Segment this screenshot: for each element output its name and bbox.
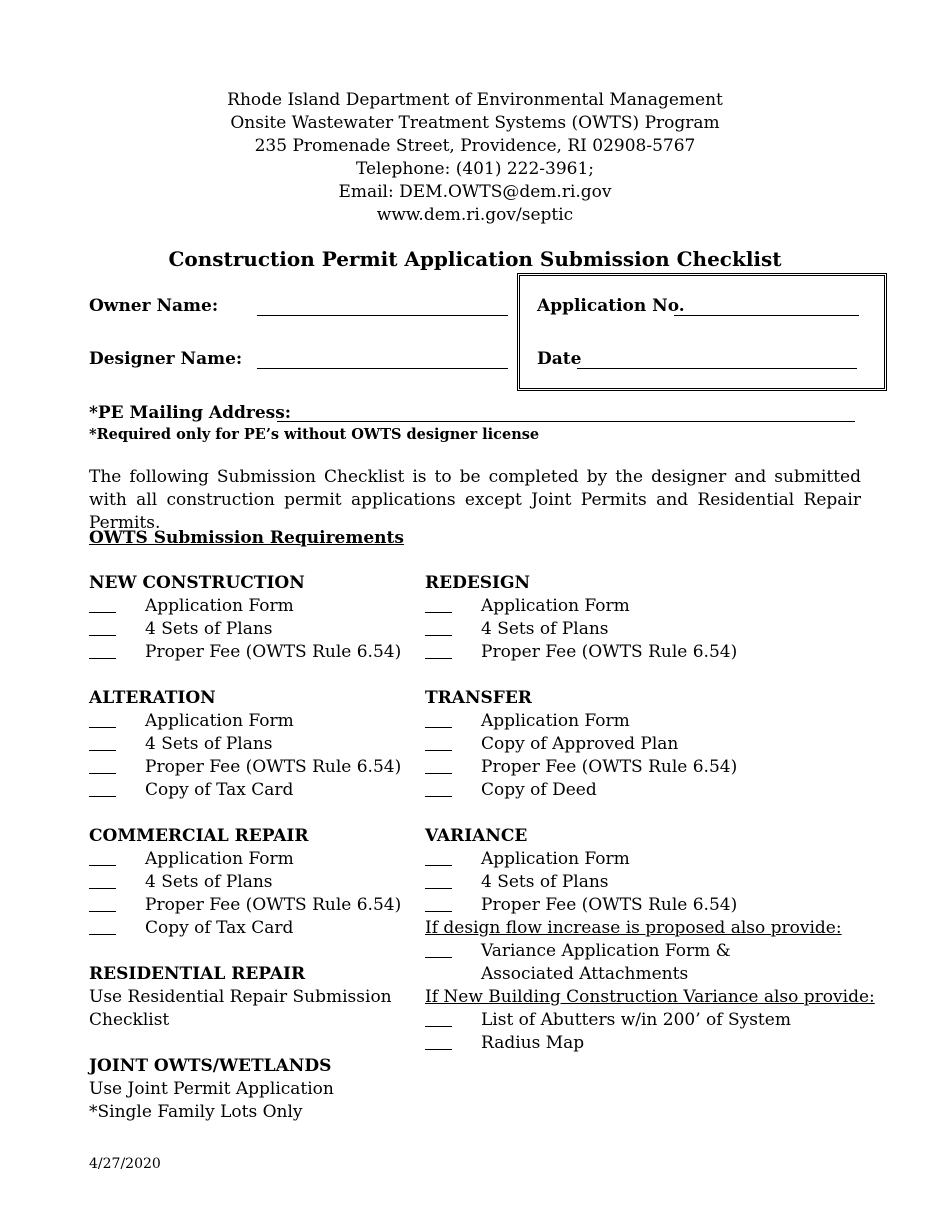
designer-name-label: Designer Name:: [89, 349, 243, 369]
joint-note: *Single Family Lots Only: [89, 1102, 303, 1122]
checkbox-blank[interactable]: [425, 848, 481, 871]
checkbox-blank[interactable]: [89, 618, 145, 641]
checkbox-blank[interactable]: [89, 733, 145, 756]
checkbox-blank[interactable]: [425, 871, 481, 894]
list-item[interactable]: Radius Map: [425, 1032, 885, 1055]
list-item[interactable]: Variance Application Form &: [425, 940, 885, 963]
checkbox-blank[interactable]: [425, 1009, 481, 1032]
new-construction-heading: NEW CONSTRUCTION: [89, 573, 305, 593]
list-item[interactable]: Proper Fee (OWTS Rule 6.54): [89, 641, 409, 664]
agency-name: Rhode Island Department of Environmental Management: [227, 90, 723, 110]
list-item[interactable]: Application Form: [425, 595, 885, 618]
checkbox-blank[interactable]: [425, 894, 481, 917]
list-item[interactable]: Copy of Tax Card: [89, 917, 409, 940]
list-item[interactable]: Application Form: [425, 848, 885, 871]
list-item[interactable]: Application Form: [89, 595, 409, 618]
list-item[interactable]: 4 Sets of Plans: [89, 871, 409, 894]
list-item[interactable]: Copy of Tax Card: [89, 779, 409, 802]
list-item[interactable]: 4 Sets of Plans: [89, 618, 409, 641]
checkbox-blank[interactable]: [425, 641, 481, 664]
checkbox-blank[interactable]: [89, 779, 145, 802]
checkbox-blank[interactable]: [89, 894, 145, 917]
section-title: OWTS Submission Requirements: [89, 528, 404, 548]
checkbox-blank[interactable]: [425, 1032, 481, 1055]
list-item-continued: Associated Attachments: [481, 964, 689, 984]
checkbox-blank[interactable]: [89, 917, 145, 940]
list-item[interactable]: Proper Fee (OWTS Rule 6.54): [425, 641, 885, 664]
checkbox-blank[interactable]: [89, 848, 145, 871]
agency-email: Email: DEM.OWTS@dem.ri.gov: [338, 182, 612, 202]
agency-website: www.dem.ri.gov/septic: [376, 205, 574, 225]
right-column: [425, 572, 885, 1055]
alteration-heading: ALTERATION: [89, 688, 216, 708]
list-item[interactable]: Proper Fee (OWTS Rule 6.54): [89, 894, 409, 917]
checkbox-blank[interactable]: [425, 710, 481, 733]
checkbox-blank[interactable]: [425, 618, 481, 641]
pe-note: *Required only for PE’s without OWTS designer license: [89, 426, 540, 443]
checkbox-blank[interactable]: [425, 595, 481, 618]
list-item[interactable]: Proper Fee (OWTS Rule 6.54): [425, 894, 885, 917]
pe-address-field[interactable]: [277, 421, 855, 422]
agency-address: 235 Promenade Street, Providence, RI 02908-5767: [254, 136, 696, 156]
joint-heading: JOINT OWTS/WETLANDS: [89, 1056, 332, 1076]
checkbox-blank[interactable]: [89, 710, 145, 733]
date-field[interactable]: [577, 368, 857, 369]
list-item[interactable]: Application Form: [89, 848, 409, 871]
list-item[interactable]: Application Form: [89, 710, 409, 733]
owner-name-field[interactable]: [257, 315, 508, 316]
program-name: Onsite Wastewater Treatment Systems (OWTS) Program: [230, 113, 720, 133]
left-column: [89, 572, 409, 1124]
checkbox-blank[interactable]: [89, 871, 145, 894]
agency-telephone: Telephone: (401) 222-3961;: [355, 159, 595, 179]
new-building-note: If New Building Construction Variance also provide:: [425, 987, 875, 1007]
list-item[interactable]: Proper Fee (OWTS Rule 6.54): [425, 756, 885, 779]
list-item[interactable]: Proper Fee (OWTS Rule 6.54): [89, 756, 409, 779]
list-item[interactable]: List of Abutters w/in 200’ of System: [425, 1009, 885, 1032]
checkbox-blank[interactable]: [425, 756, 481, 779]
date-label: Date: [537, 349, 582, 369]
residential-repair-text: Use Residential Repair Submission: [89, 987, 392, 1007]
designer-name-field[interactable]: [257, 368, 508, 369]
application-box: [517, 273, 887, 391]
list-item[interactable]: 4 Sets of Plans: [89, 733, 409, 756]
page-title: Construction Permit Application Submission Checklist: [168, 247, 782, 271]
footer-date: 4/27/2020: [89, 1156, 161, 1172]
checkbox-blank[interactable]: [425, 940, 481, 963]
flow-increase-note: If design flow increase is proposed also provide:: [425, 918, 842, 938]
residential-repair-text: Checklist: [89, 1010, 170, 1030]
list-item[interactable]: Copy of Approved Plan: [425, 733, 885, 756]
checkbox-blank[interactable]: [89, 595, 145, 618]
intro-paragraph: The following Submission Checklist is to be completed by the designer and submitted with all construction permit applications except Joint Permits and Residential Repair Permits.: [89, 467, 861, 533]
checkbox-blank[interactable]: [425, 733, 481, 756]
checkbox-blank[interactable]: [425, 779, 481, 802]
list-item[interactable]: 4 Sets of Plans: [425, 618, 885, 641]
application-no-field[interactable]: [674, 315, 859, 316]
residential-repair-heading: RESIDENTIAL REPAIR: [89, 964, 306, 984]
transfer-heading: TRANSFER: [425, 688, 532, 708]
application-no-label: Application No.: [537, 296, 685, 316]
checkbox-blank[interactable]: [89, 756, 145, 779]
commercial-repair-heading: COMMERCIAL REPAIR: [89, 826, 309, 846]
list-item[interactable]: Application Form: [425, 710, 885, 733]
checkbox-blank[interactable]: [89, 641, 145, 664]
owner-name-label: Owner Name:: [89, 296, 219, 316]
list-item[interactable]: 4 Sets of Plans: [425, 871, 885, 894]
redesign-heading: REDESIGN: [425, 573, 531, 593]
list-item[interactable]: Copy of Deed: [425, 779, 885, 802]
variance-heading: VARIANCE: [425, 826, 528, 846]
pe-address-label: *PE Mailing Address:: [89, 403, 292, 423]
joint-text: Use Joint Permit Application: [89, 1079, 334, 1099]
